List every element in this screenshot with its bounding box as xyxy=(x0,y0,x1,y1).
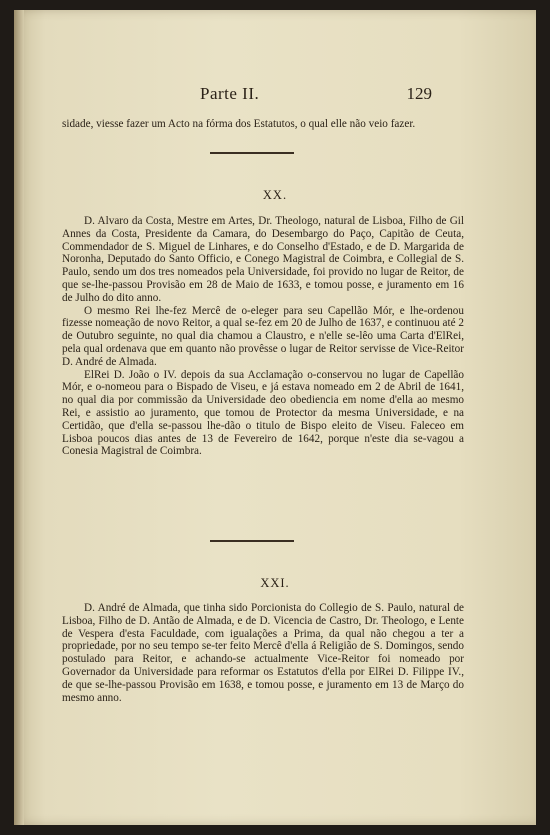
running-header-title: Parte II. xyxy=(200,84,260,103)
section-xxi-title: XXI. xyxy=(260,576,290,590)
intro-paragraph: sidade, viesse fazer um Acto na fórma dos Estatutos, o qual elle não veio fazer. xyxy=(62,118,416,130)
page-gutter xyxy=(14,10,24,825)
section-xx-title: XX. xyxy=(262,188,288,202)
section-xxi-paragraph-1: D. André de Almada, que tinha sido Porcionista do Collegio de S. Paulo, natural de Lisboa, Filho de D. Antão de Almada, e de D. Vicencia de Castro, Dr. Theologo, e Lente de Vespera d'esta Faculdade, com igualações a Prima, da qual não chegou a ter a propriedade, por no seu tempo se-ter feito Mercê d'ella á Religião de S. Domingos, sendo postulado para Reitor, e achando-se actualmente Vice-Reitor foi nomeado por Governador da Universidade para reformar os Estatutos d'ella por ElRei D. Filippe IV., de que se-lhe-passou Provisão em 1638, e tomou posse, e juramento em 13 de Março do mesmo anno. xyxy=(62,602,464,704)
page-number: 129 xyxy=(406,84,432,103)
section-xx-paragraph-2: O mesmo Rei lhe-fez Mercê de o-eleger para seu Capellão Mór, e lhe-ordenou fizesse nomeação de novo Reitor, a qual se-fez em 20 de Julho de 1637, e continuou até 2 de Outubro seguinte, no qual dia chamou a Claustro, e n'elle se-lêo uma Carta d'ElRei, pela qual ordenava que em quanto não provêsse o lugar de Reitor servisse de Vice-Reitor D. André de Almada. xyxy=(62,304,464,368)
section-xxi-body xyxy=(62,602,464,704)
section-xx-paragraph-1: D. Alvaro da Costa, Mestre em Artes, Dr. Theologo, natural de Lisboa, Filho de Gil Annes da Costa, Presidente da Camara, do Desembargo do Paço, Capitão de Ceuta, Commendador de S. Miguel de Linhares, e do Conselho d'Estado, e de D. Margarida de Noronha, Deputado do Santo Officio, e Conego Magistral de Coimbra, e Collegial de S. Paulo, sendo um dos tres nomeados pela Universidade, foi provido no lugar de Reitor, de que se-lhe-passou Provisão em 28 de Maio de 1633, e tomou posse, e juramento em 16 de Julho do dito anno. xyxy=(62,215,464,304)
section-xx-paragraph-3: ElRei D. João o IV. depois da sua Acclamação o-conservou no lugar de Capellão Mór, e o-nomeou para o Bispado de Viseu, e já estava nomeado em 2 de Abril de 1641, no qual dia por commissão da Universidade deo obediencia em nome d'ella ao mesmo Rei, e assistio ao juramento, que tomou de Protector da mesma Universidade, e na Certidão, que d'ella se-passou lhe-dão o titulo de Bispo eleito de Viseu. Faleceo em Lisboa poucos dias antes de 13 de Fevereiro de 1642, porque n'este dia se-vagou a Conesia Magistral de Coimbra. xyxy=(62,368,464,458)
section-divider-rule xyxy=(210,152,294,154)
running-header xyxy=(14,84,536,108)
section-divider-rule xyxy=(210,540,294,542)
section-xx-body xyxy=(62,215,464,458)
book-page xyxy=(14,10,536,825)
intro-paragraph-block xyxy=(62,118,464,131)
